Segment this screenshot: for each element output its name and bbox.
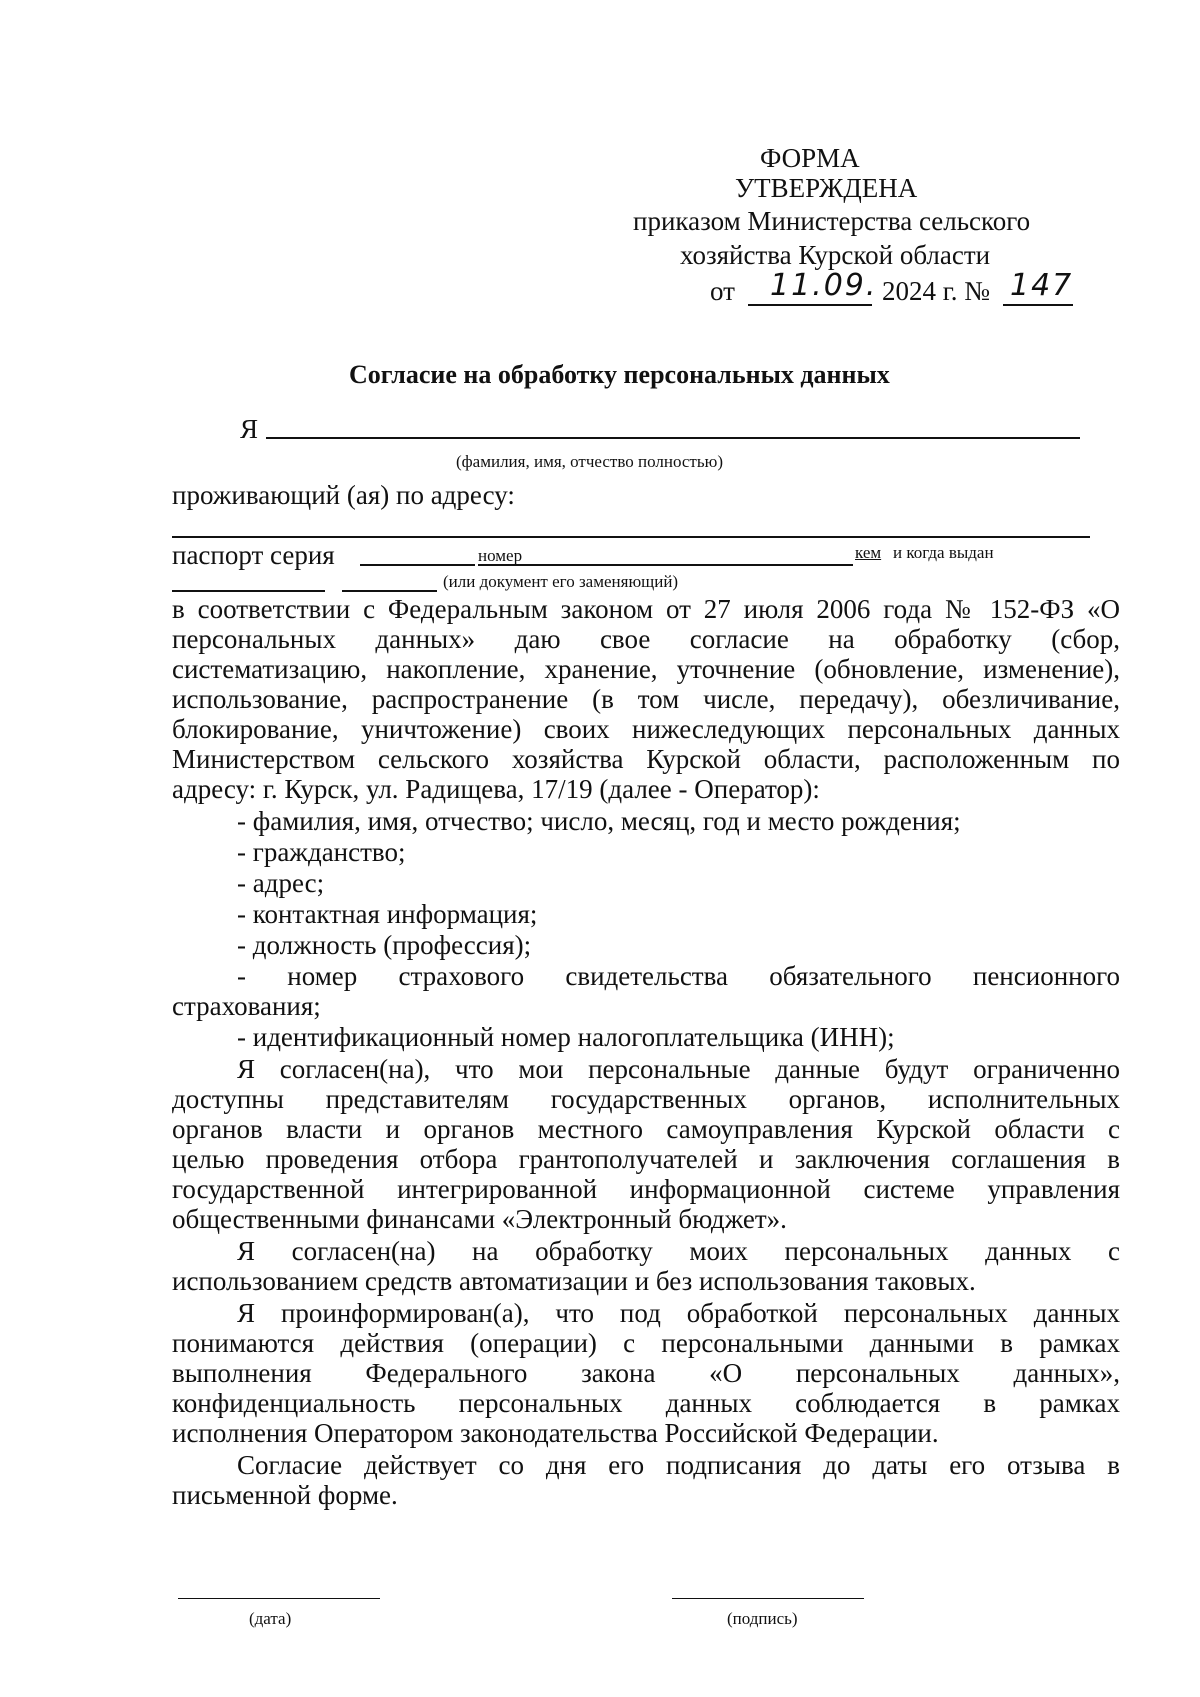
form-label: ФОРМА — [760, 143, 860, 173]
number-label: номер — [478, 546, 523, 565]
document-title: Согласие на обработку персональных данных — [349, 360, 890, 389]
year-text: 2024 г. № — [882, 276, 991, 306]
fio-line[interactable] — [266, 437, 1080, 439]
fio-caption: (фамилия, имя, отчество полностью) — [456, 452, 723, 471]
order-line-1: приказом Министерства сельского — [633, 206, 1031, 236]
para2-line: использованием средств автоматизации и без использования таковых. — [172, 1266, 976, 1296]
doc-caption: (или документ его заменяющий) — [443, 572, 679, 591]
address-line[interactable] — [172, 536, 1090, 538]
date-prefix: от — [710, 276, 735, 306]
order-line-2: хозяйства Курской области — [680, 240, 991, 270]
issued-when-label: и когда выдан — [893, 543, 994, 562]
list-item-snils-cont: страхования; — [172, 991, 321, 1021]
intro-line: блокирование, уничтожение) своих нижеследующих персональных данных — [172, 714, 1120, 744]
para1-line: государственной интегрированной информационной системе управления — [172, 1174, 1120, 1204]
para3-line: исполнения Оператором законодательства Российской Федерации. — [172, 1418, 939, 1448]
signature-line[interactable] — [672, 1598, 864, 1599]
intro-line: в соответствии с Федеральным законом от 27 июля 2006 года № 152-ФЗ «О — [172, 594, 1120, 624]
signature-caption: (подпись) — [727, 1609, 798, 1628]
list-item: - адрес; — [237, 868, 325, 898]
i-label: Я — [240, 414, 259, 444]
passport-series-line[interactable] — [360, 564, 475, 566]
para1-line: общественными финансами «Электронный бюджет». — [172, 1204, 787, 1234]
list-item-inn: - идентификационный номер налогоплательщика (ИНН); — [237, 1022, 895, 1052]
para2-line: Я согласен(на) на обработку моих персональных данных с — [237, 1236, 1120, 1266]
handwritten-number: 147 — [1010, 268, 1074, 303]
intro-line: использование, распространение (в том числе, передачу), обезличивание, — [172, 684, 1120, 714]
address-label: проживающий (ая) по адресу: — [172, 480, 515, 510]
intro-line: Министерством сельского хозяйства Курской области, расположенным по — [172, 744, 1120, 774]
issued-line-1[interactable] — [172, 590, 325, 592]
para4-line: Согласие действует со дня его подписания до даты его отзыва в — [237, 1450, 1120, 1480]
list-item: - должность (профессия); — [237, 930, 532, 960]
intro-line: адресу: г. Курск, ул. Радищева, 17/19 (далее - Оператор): — [172, 774, 820, 804]
para4-line: письменной форме. — [172, 1480, 398, 1510]
approved-label: УТВЕРЖДЕНА — [735, 173, 918, 203]
intro-line: персональных данных» даю свое согласие на обработку (сбор, — [172, 624, 1120, 654]
para1-line: органов власти и органов местного самоуправления Курской области с — [172, 1114, 1120, 1144]
para1-line: Я согласен(на), что мои персональные данные будут ограниченно — [237, 1054, 1120, 1084]
number-underline — [1003, 304, 1073, 306]
list-item: - фамилия, имя, отчество; число, месяц, год и место рождения; — [237, 806, 961, 836]
list-item: - гражданство; — [237, 837, 406, 867]
date-underline — [748, 304, 872, 306]
para1-line: доступны представителям государственных органов, исполнительных — [172, 1084, 1120, 1114]
list-item: - контактная информация; — [237, 899, 538, 929]
para3-line: выполнения Федерального закона «О персональных данных», — [172, 1358, 1120, 1388]
passport-series-label: паспорт серия — [172, 540, 335, 570]
date-caption: (дата) — [249, 1609, 292, 1628]
para3-line: Я проинформирован(а), что под обработкой персональных данных — [237, 1298, 1120, 1328]
passport-number-line[interactable] — [478, 564, 853, 566]
intro-line: систематизацию, накопление, хранение, уточнение (обновление, изменение), — [172, 654, 1120, 684]
issued-by-label: кем — [855, 543, 882, 562]
handwritten-date: 11.09. — [770, 268, 878, 303]
para3-line: понимаются действия (операции) с персональными данными в рамках — [172, 1328, 1120, 1358]
date-signature-line[interactable] — [178, 1598, 380, 1599]
list-item-snils: - номер страхового свидетельства обязательного пенсионного — [237, 961, 1120, 991]
para3-line: конфиденциальность персональных данных соблюдается в рамках — [172, 1388, 1120, 1418]
issued-line-2[interactable] — [342, 590, 437, 592]
para1-line: целью проведения отбора грантополучателей и заключения соглашения в — [172, 1144, 1120, 1174]
